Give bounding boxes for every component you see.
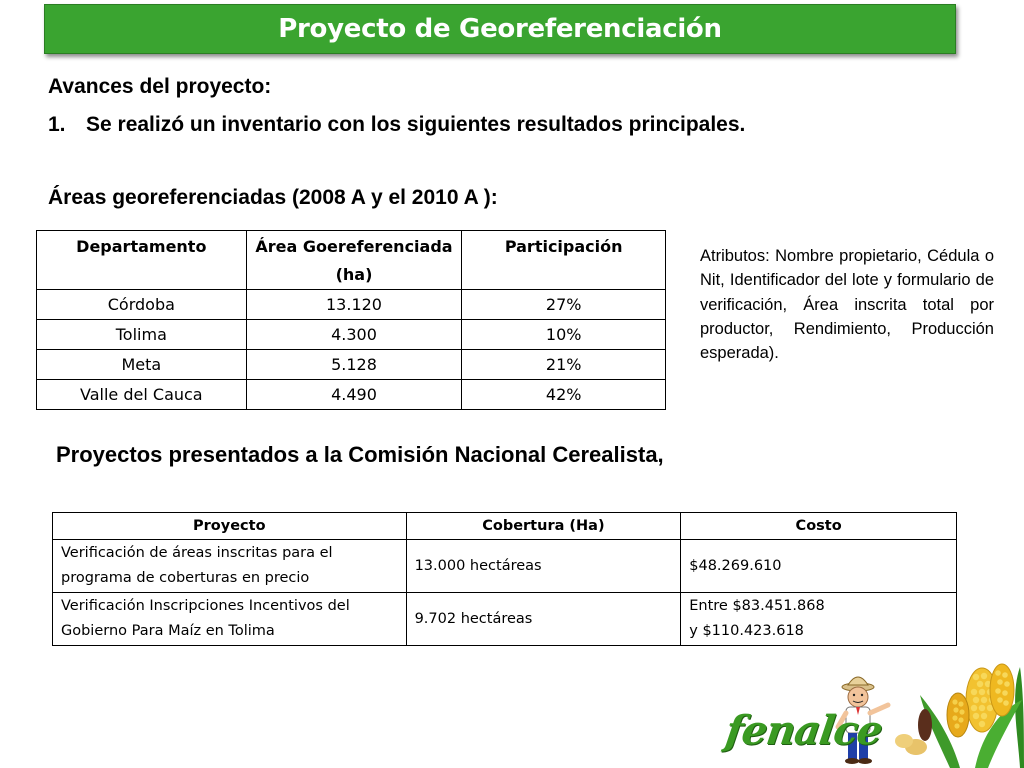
- column-header-area: Área Goereferenciada (ha): [246, 231, 462, 290]
- cell-participacion: 10%: [462, 320, 666, 350]
- column-header-cobertura: Cobertura (Ha): [406, 513, 681, 540]
- list-item-text: Se realizó un inventario con los siguientes resultados principales.: [86, 113, 746, 136]
- atributos-note: Atributos: Nombre propietario, Cédula o Nit, Identificador del lote y formulario de verificación, Área inscrita total por productor, Rendimiento, Producción esperada).: [700, 247, 994, 363]
- areas-table: [36, 230, 666, 410]
- proyecto-line: programa de coberturas en precio: [61, 570, 310, 586]
- cell-departamento: Tolima: [37, 320, 247, 350]
- proyecto-line: Verificación Inscripciones Incentivos del: [61, 598, 350, 614]
- costo-line: $48.269.610: [689, 557, 782, 574]
- fenalce-logo: [720, 655, 1024, 768]
- cell-participacion: 21%: [462, 350, 666, 380]
- cell-participacion: 27%: [462, 290, 666, 320]
- cell-participacion: 42%: [462, 380, 666, 410]
- cell-costo: [681, 593, 957, 646]
- table-row: [37, 380, 666, 410]
- costo-line: y $110.423.618: [689, 623, 804, 639]
- cell-costo: [681, 540, 957, 593]
- list-item-1: [48, 113, 745, 137]
- cell-cobertura: 9.702 hectáreas: [406, 593, 681, 646]
- column-header-costo: Costo: [681, 513, 957, 540]
- proyecto-line: Gobierno Para Maíz en Tolima: [61, 623, 275, 639]
- proyectos-table: [52, 512, 957, 646]
- cell-proyecto: [53, 540, 407, 593]
- table-header-row: [53, 513, 957, 540]
- cell-departamento: Meta: [37, 350, 247, 380]
- avances-heading: Avances del proyecto:: [48, 75, 272, 98]
- cell-area: 4.490: [246, 380, 462, 410]
- cell-departamento: Córdoba: [37, 290, 247, 320]
- fenalce-wordmark: fenalce: [722, 707, 885, 754]
- cell-area: 13.120: [246, 290, 462, 320]
- list-item-number: 1.: [48, 113, 66, 136]
- areas-heading: Áreas georeferenciadas (2008 A y el 2010 A ):: [48, 186, 498, 209]
- table-row: [37, 320, 666, 350]
- table-row: [53, 540, 957, 593]
- cell-departamento: Valle del Cauca: [37, 380, 247, 410]
- cell-area: 5.128: [246, 350, 462, 380]
- proyectos-heading: Proyectos presentados a la Comisión Nacional Cerealista,: [56, 442, 664, 467]
- cell-cobertura: 13.000 hectáreas: [406, 540, 681, 593]
- column-header-proyecto: Proyecto: [53, 513, 407, 540]
- costo-line: Entre $83.451.868: [689, 598, 825, 614]
- page-title: Proyecto de Georeferenciación: [278, 14, 722, 44]
- column-header-departamento: Departamento: [37, 231, 247, 290]
- table-row: [53, 593, 957, 646]
- cell-proyecto: [53, 593, 407, 646]
- column-header-participacion: Participación: [462, 231, 666, 290]
- table-row: [37, 350, 666, 380]
- cell-area: 4.300: [246, 320, 462, 350]
- table-row: [37, 290, 666, 320]
- proyecto-line: Verificación de áreas inscritas para el: [61, 545, 333, 561]
- table-header-row: [37, 231, 666, 290]
- title-bar: [44, 4, 956, 54]
